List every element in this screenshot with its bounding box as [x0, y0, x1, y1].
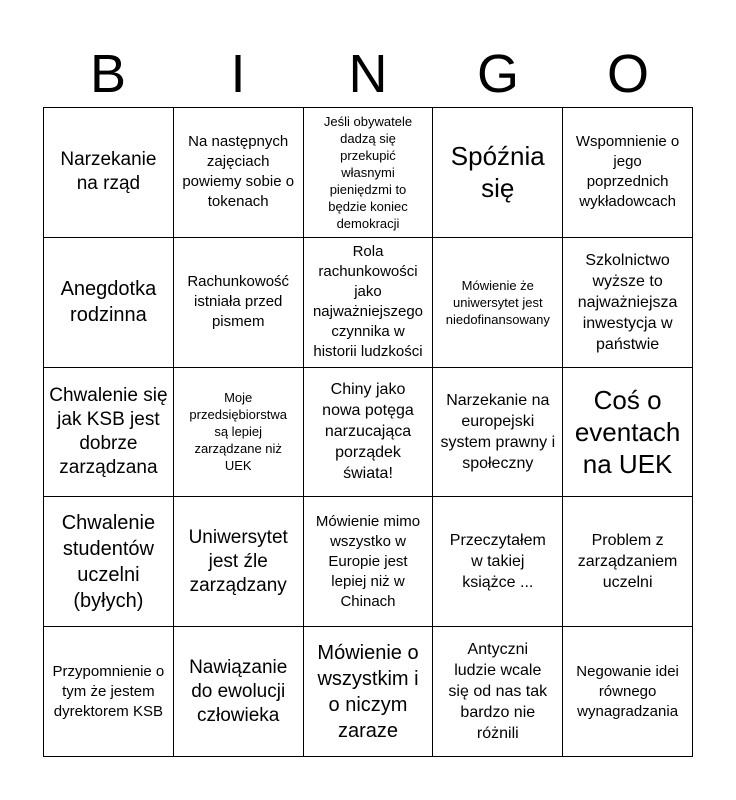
header-letter-n: N: [348, 44, 388, 104]
bingo-header: [43, 40, 693, 108]
cell-text: Mówienie o wszystkim i o niczym zaraze: [317, 641, 419, 742]
cell-text: Moje przedsiębiorstwa są lepiej zarządzane niż UEK: [189, 390, 287, 474]
bingo-cell[interactable]: [433, 108, 563, 238]
bingo-grid: [43, 107, 693, 757]
cell-text: Spóźnia się: [450, 141, 545, 204]
cell-text: Przeczytałem w takiej książce ...: [449, 532, 546, 592]
cell-text: Mówienie mimo wszystko w Europie jest lepiej niż w Chinach: [315, 512, 421, 610]
bingo-cell[interactable]: [563, 368, 693, 498]
bingo-cell[interactable]: [174, 108, 304, 238]
cell-text: Antyczni ludzie wcale się od nas tak bardzo nie różnili: [448, 641, 548, 743]
header-letter-i: I: [230, 44, 246, 104]
bingo-cell[interactable]: [174, 238, 304, 368]
bingo-cell[interactable]: [304, 368, 434, 498]
cell-text: Mówienie że uniwersytet jest niedofinansowany: [445, 277, 550, 327]
bingo-cell[interactable]: [44, 238, 174, 368]
bingo-cell[interactable]: [44, 497, 174, 627]
bingo-cell[interactable]: [563, 108, 693, 238]
bingo-cell[interactable]: [304, 108, 434, 238]
cell-text: Narzekanie na europejski system prawny i społeczny: [440, 391, 556, 472]
cell-text: Chwalenie się jak KSB jest dobrze zarządzana: [49, 384, 168, 478]
bingo-cell[interactable]: [433, 238, 563, 368]
bingo-cell[interactable]: [44, 108, 174, 238]
cell-text: Rachunkowość istniała przed pismem: [187, 273, 290, 331]
bingo-cell[interactable]: [174, 627, 304, 757]
bingo-cell[interactable]: [433, 497, 563, 627]
bingo-cell[interactable]: [304, 238, 434, 368]
cell-text: Rola rachunkowości jako najważniejszego czynnika w historii ludzkości: [312, 243, 424, 361]
bingo-cell[interactable]: [433, 627, 563, 757]
cell-text: Nawiązanie do ewolucji człowieka: [189, 656, 288, 726]
cell-text: Anegdotka rodzinna: [60, 278, 157, 327]
bingo-cell[interactable]: [174, 497, 304, 627]
cell-text: Narzekanie na rząd: [60, 149, 157, 195]
header-letter-b: B: [89, 44, 127, 104]
cell-text: Uniwersytet jest źle zarządzany: [188, 526, 288, 596]
bingo-cell[interactable]: [563, 238, 693, 368]
header-letter-o: O: [606, 44, 649, 104]
cell-text: Coś o eventach na UEK: [574, 384, 681, 479]
bingo-cell[interactable]: [433, 368, 563, 498]
bingo-cell[interactable]: [563, 627, 693, 757]
cell-text: Na następnych zajęciach powiemy sobie o tokenach: [182, 133, 295, 211]
cell-text: Jeśli obywatele dadzą się przekupić własnymi pieniędzmi to będzie koniec demokracji: [323, 113, 413, 231]
cell-text: Chiny jako nowa potęga narzucająca porządek świata!: [322, 381, 414, 483]
cell-text: Przypomnienie o tym że jestem dyrektorem KSB: [52, 662, 165, 720]
bingo-cell[interactable]: [304, 627, 434, 757]
cell-text: Negowanie idei równego wynagradzania: [576, 662, 679, 720]
bingo-cell[interactable]: [304, 497, 434, 627]
cell-text: Problem z zarządzaniem uczelni: [577, 532, 678, 592]
header-letter-g: G: [476, 44, 519, 104]
bingo-cell[interactable]: [44, 627, 174, 757]
bingo-cell[interactable]: [44, 368, 174, 498]
bingo-cell[interactable]: [563, 497, 693, 627]
cell-text: Wspomnienie o jego poprzednich wykładowcach: [575, 133, 680, 211]
cell-text: Szkolnictwo wyższe to najważniejsza inwestycja w państwie: [577, 251, 678, 353]
cell-text: Chwalenie studentów uczelni (byłych): [61, 511, 156, 612]
bingo-cell[interactable]: [174, 368, 304, 498]
